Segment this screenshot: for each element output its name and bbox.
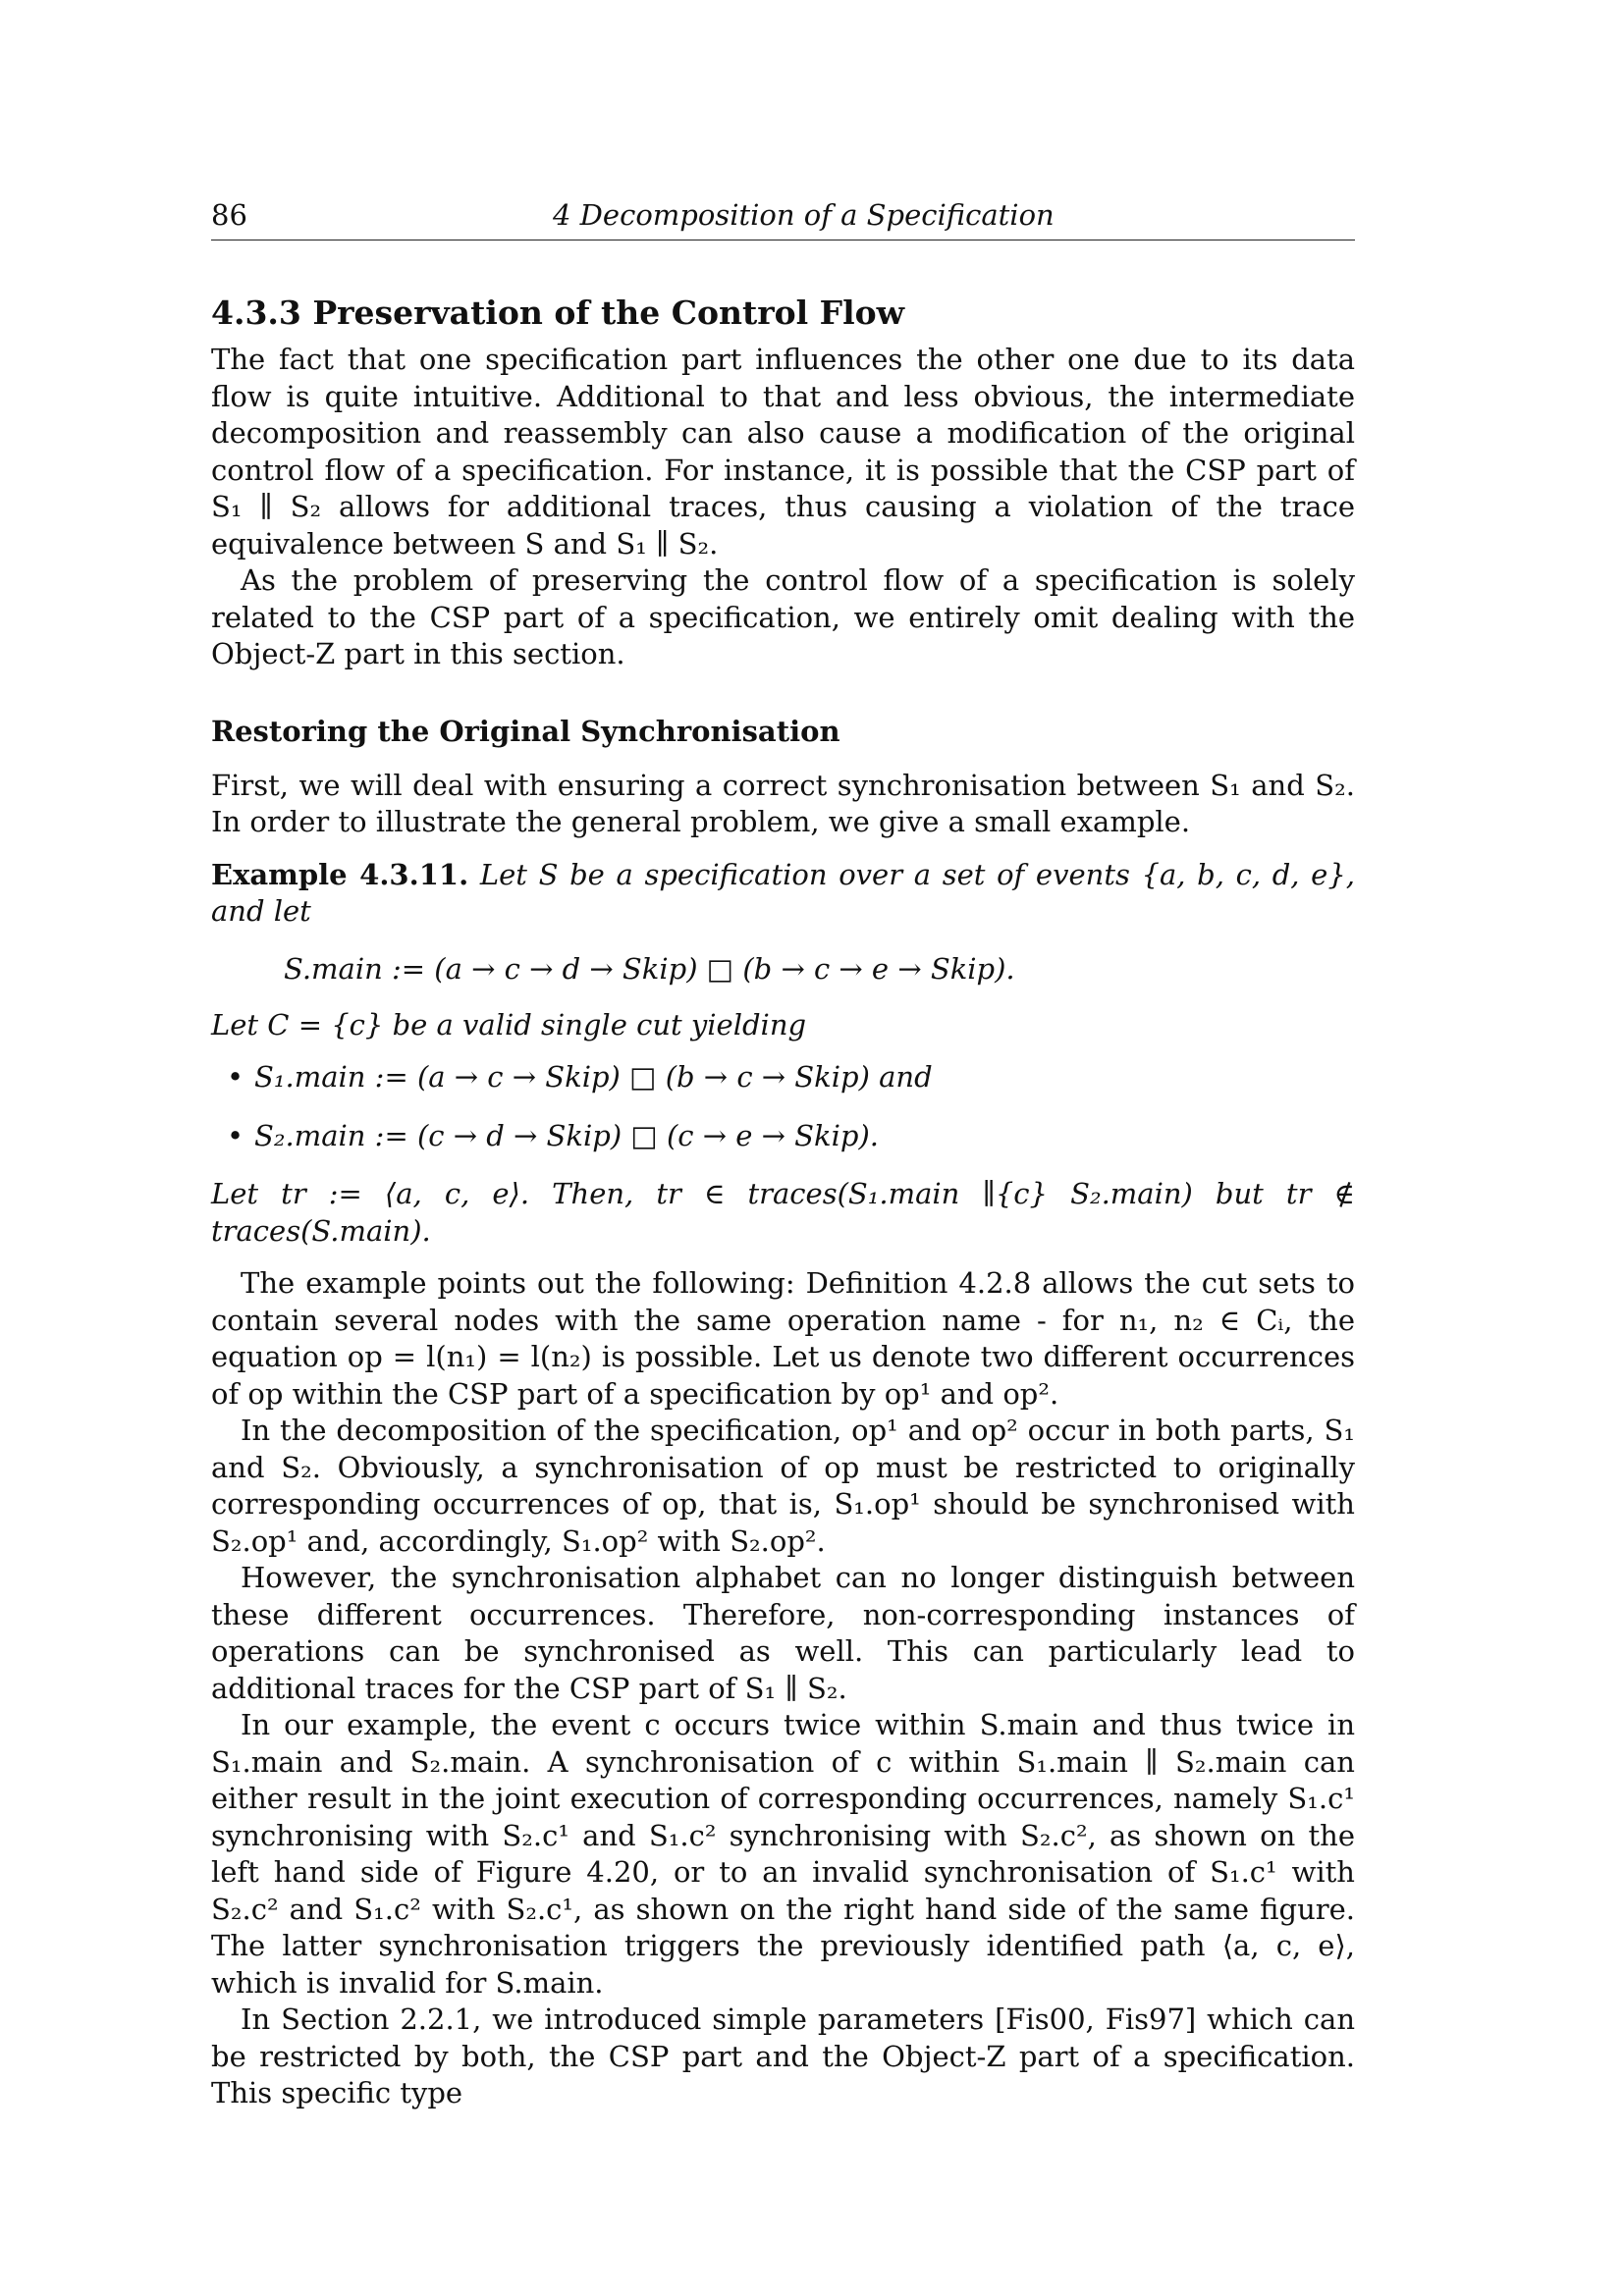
- running-head: [211, 196, 1355, 240]
- example-statement: Let S be a specification over a set of events {a, b, c, d, e}, and let: [211, 857, 1356, 928]
- section-paragraph: As the problem of preserving the control flow of a specification is solely related to the CSP part of a specification, we entirely omit dealing with the Object-Z part in this section.: [211, 563, 1355, 670]
- subsection-intro: First, we will deal with ensuring a correct synchronisation between S₁ and S₂. In order to illustrate the general problem, we give a small example.: [211, 768, 1355, 838]
- example-label: Example 4.3.11.: [211, 857, 469, 891]
- bullet-text: S₁.main := (a → c → Skip) □ (b → c → Skip) and: [254, 1060, 933, 1094]
- cut-line: Let C = {c} be a valid single cut yielding: [211, 1007, 807, 1041]
- bullet-icon: •: [227, 1118, 244, 1152]
- list-item: [227, 1059, 1355, 1096]
- list-item: [227, 1118, 1355, 1155]
- body-paragraph: In the decomposition of the specification, op¹ and op² occur in both parts, S₁ and S₂. Obviously, a synchronisation of op must be restricted to originally corresponding occurrences of op, that is, S₁.op¹ should be synchronised with S₂.op¹ and, accordingly, S₁.op² with S₂.op².: [211, 1414, 1355, 1558]
- main-definition: S.main := (a → c → d → Skip) □ (b → c → e → Skip).: [284, 951, 1015, 986]
- example-block: [211, 857, 1355, 931]
- page-number: 86: [211, 198, 247, 232]
- page: [211, 196, 1355, 2112]
- body-paragraph: The example points out the following: Definition 4.2.8 allows the cut sets to contain several nodes with the same operation name - for n₁, n₂ ∈ Cᵢ, the equation op = l(n₁) = l(n₂) is possible. Let us denote two different occurrences of op within the CSP part of a specification by op¹ and op².: [211, 1266, 1355, 1411]
- section-heading: 4.3.3 Preservation of the Control Flow: [211, 294, 905, 332]
- example-conclusion: Let tr := ⟨a, c, e⟩. Then, tr ∈ traces(S₁.main ∥{c} S₂.main) but tr ∉ traces(S.main).: [211, 1177, 1355, 1248]
- body-paragraph: However, the synchronisation alphabet can no longer distinguish between these different occurrences. Therefore, non-corresponding instances of operations can be synchronised as well. This can particularly lead to additional traces for the CSP part of S₁ ∥ S₂.: [211, 1561, 1355, 1705]
- body-paragraph: In Section 2.2.1, we introduced simple parameters [Fis00, Fis97] which can be restricted by both, the CSP part and the Object-Z part of a specification. This specific type: [211, 2002, 1355, 2109]
- chapter-title: 4 Decomposition of a Specification: [553, 198, 1055, 232]
- section-paragraph: The fact that one specification part influences the other one due to its data flow is quite intuitive. Additional to that and less obvious, the intermediate decomposition and reassembly can also cause a modification of the original control flow of a specification. For instance, it is possible that the CSP part of S₁ ∥ S₂ allows for additional traces, thus causing a violation of the trace equivalence between S and S₁ ∥ S₂.: [211, 343, 1355, 561]
- bullet-icon: •: [227, 1060, 244, 1094]
- subsection-heading: Restoring the Original Synchronisation: [211, 714, 840, 748]
- body-paragraph: In our example, the event c occurs twice within S.main and thus twice in S₁.main and S₂.main. A synchronisation of c within S₁.main ∥ S₂.main can either result in the joint execution of corresponding occurrences, namely S₁.c¹ synchronising with S₂.c¹ and S₁.c² synchronising with S₂.c², as shown on the left hand side of Figure 4.20, or to an invalid synchronisation of S₁.c¹ with S₂.c² and S₁.c² with S₂.c¹, as shown on the right hand side of the same figure. The latter synchronisation triggers the previously identified path ⟨a, c, e⟩, which is invalid for S.main.: [211, 1708, 1355, 2000]
- cut-list: [211, 1059, 1355, 1154]
- bullet-text: S₂.main := (c → d → Skip) □ (c → e → Skip).: [254, 1118, 879, 1152]
